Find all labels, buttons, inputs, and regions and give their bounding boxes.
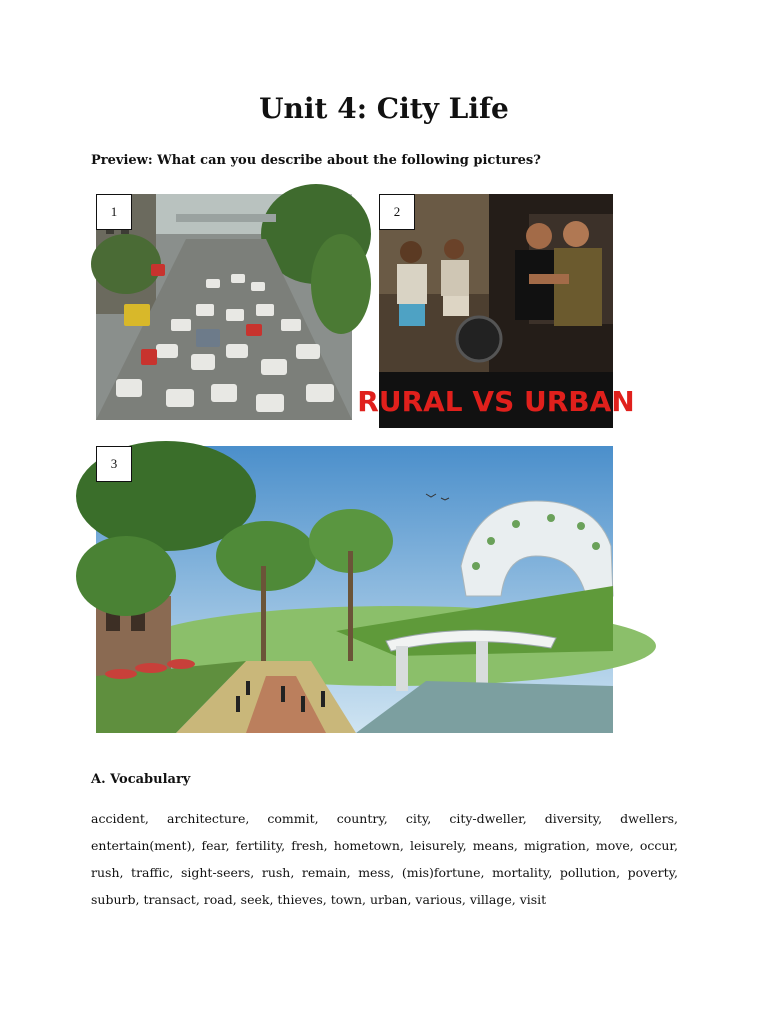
vocabulary-heading: A. Vocabulary bbox=[91, 772, 191, 787]
picture-number-badge: 2 bbox=[379, 194, 415, 230]
vocabulary-word-list: accident, architecture, commit, country, city, city-dweller, diversity, dwellers, entertain(ment), fear, fertility, fresh, hometown, leisurely, means, migration, move, occur, rush, traffic, sight-seers, rush, remain, mess, (mis)fortune, mortality, pollution, poverty, suburb, transact, road, seek, thieves, town, urban, various, village, visit bbox=[91, 811, 678, 907]
preview-prompt: Preview: What can you describe about the following pictures? bbox=[91, 153, 541, 168]
picture-number-badge: 3 bbox=[96, 446, 132, 482]
picture-3-future-city bbox=[96, 446, 613, 733]
rural-vs-urban-caption: RURAL VS URBAN bbox=[357, 385, 635, 418]
picture-2-rural-vs-urban bbox=[357, 194, 635, 428]
picture-number-badge: 1 bbox=[96, 194, 132, 230]
picture-1-traffic-jam bbox=[96, 194, 352, 420]
page-title: Unit 4: City Life bbox=[259, 92, 509, 125]
